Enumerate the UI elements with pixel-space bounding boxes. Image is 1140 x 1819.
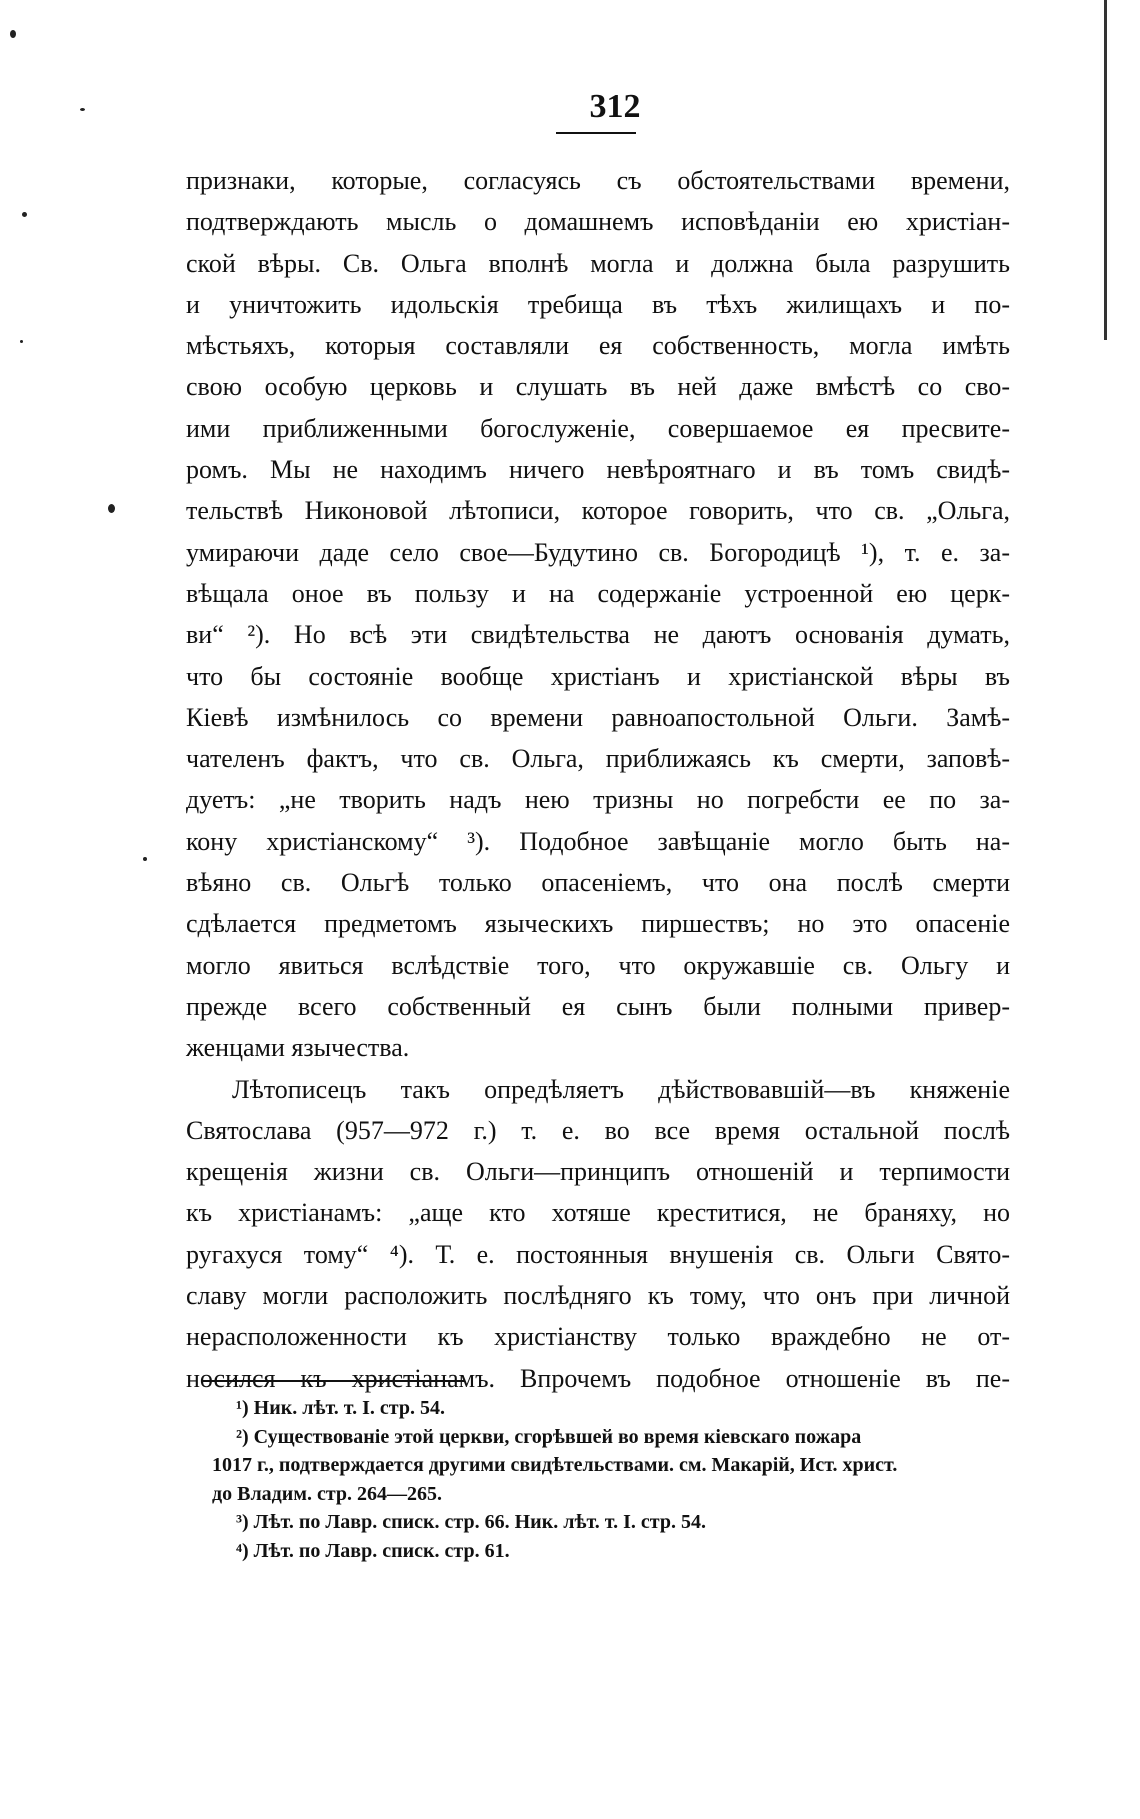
body-text — [186, 160, 1010, 1399]
text-line: мѣстьяхъ, которыя составляли ея собственность, могла имѣть — [186, 331, 1010, 361]
text-line: чателенъ фактъ, что св. Ольга, приближаясь къ смерти, заповѣ- — [186, 744, 1010, 774]
text-line: умираючи даде село свое—Будутино св. Богородицѣ ¹), т. е. за- — [186, 537, 1010, 567]
text-line: вѣяно св. Ольгѣ только опасеніемъ, что она послѣ смерти — [186, 868, 1010, 898]
text-line: тельствѣ Никоновой лѣтописи, которое говорить, что св. „Ольга, — [186, 496, 1010, 526]
text-line: ромъ. Мы не находимъ ничего невѣроятнаго и въ томъ свидѣ- — [186, 455, 1010, 485]
text-line: дуетъ: „не творить надъ нею тризны но погребсти ее по за- — [186, 785, 1010, 815]
text-line: крещенія жизни св. Ольги—принципъ отношеній и терпимости — [186, 1157, 1010, 1187]
footnote-2-continuation: 1017 г., подтверждается другими свидѣтельствами. см. Макарій, Ист. христ. — [212, 1454, 898, 1476]
text-line: вѣщала оное въ пользу и на содержаніе устроенной ею церк- — [186, 578, 1010, 608]
scan-speck — [143, 857, 147, 861]
text-line: сдѣлается предметомъ языческихъ пиршествъ; но это опасеніе — [186, 909, 1010, 939]
footnote-2-continuation: до Владим. стр. 264—265. — [212, 1482, 443, 1505]
text-line: прежде всего собственный ея сынъ были полными привер- — [186, 991, 1010, 1021]
page-number: 312 — [589, 88, 641, 125]
scan-edge-line — [1104, 0, 1107, 340]
text-line: что бы состояніе вообще христіанъ и христіанской вѣры въ — [186, 661, 1010, 691]
text-line: могло явиться вслѣдствіе того, что окружавшіе св. Ольгу и — [186, 950, 1010, 980]
text-line: нерасположенности къ христіанству только враждебно не от- — [186, 1322, 1010, 1352]
text-line: ской вѣры. Св. Ольга вполнѣ могла и должна была разрушить — [186, 248, 1010, 278]
footnote-separator — [202, 1380, 464, 1382]
text-line: подтверждають мысль о домашнемъ исповѣданіи ею христіан- — [186, 207, 1010, 237]
text-line: славу могли расположить послѣдняго къ тому, что онъ при личной — [186, 1281, 1010, 1311]
scan-speck — [108, 504, 115, 513]
scan-speck — [80, 108, 85, 111]
text-line: носился къ христіанамъ. Впрочемъ подобное отношеніе въ пе- — [186, 1363, 1010, 1393]
text-line: ими приближенными богослуженіе, совершаемое ея пресвите- — [186, 413, 1010, 443]
scan-speck — [10, 30, 16, 38]
text-line: Святослава (957—972 г.) т. е. во все время остальной послѣ — [186, 1115, 1010, 1145]
paragraph-start-line: Лѣтописецъ такъ опредѣляетъ дѣйствовавшій—въ княженіе — [232, 1074, 1010, 1104]
text-line: ругахуся тому“ ⁴). Т. е. постоянныя внушенія св. Ольги Свято- — [186, 1239, 1010, 1269]
footnote-2: ²) Существованіе этой церкви, сгорѣвшей во время кіевскаго пожара — [236, 1425, 862, 1448]
footnote-4: ⁴) Лѣт. по Лавр. списк. стр. 61. — [236, 1539, 510, 1562]
page-number-underline — [556, 132, 636, 134]
text-line: ви“ ²). Но всѣ эти свидѣтельства не даютъ основанія думать, — [186, 620, 1010, 650]
footnote-1: ¹) Ник. лѣт. т. I. стр. 54. — [236, 1397, 445, 1419]
text-line: женцами язычества. — [186, 1033, 410, 1063]
scan-speck — [20, 340, 23, 343]
text-line: и уничтожить идольскія требища въ тѣхъ жилищахъ и по- — [186, 289, 1010, 319]
footnotes — [212, 1394, 1002, 1565]
scan-speck — [22, 212, 27, 217]
text-line: свою особую церковь и слушать въ ней даже вмѣстѣ со сво- — [186, 372, 1010, 402]
text-line: къ христіанамъ: „аще кто хотяше креститися, не браняху, но — [186, 1198, 1010, 1228]
text-line: Кіевѣ измѣнилось со времени равноапостольной Ольги. Замѣ- — [186, 702, 1010, 732]
text-line: признаки, которые, согласуясь съ обстоятельствами времени, — [186, 166, 1010, 195]
footnote-3: ³) Лѣт. по Лавр. списк. стр. 66. Ник. лѣт. т. I. стр. 54. — [236, 1511, 706, 1533]
text-line: кону христіанскому“ ³). Подобное завѣщаніе могло быть на- — [186, 826, 1010, 856]
